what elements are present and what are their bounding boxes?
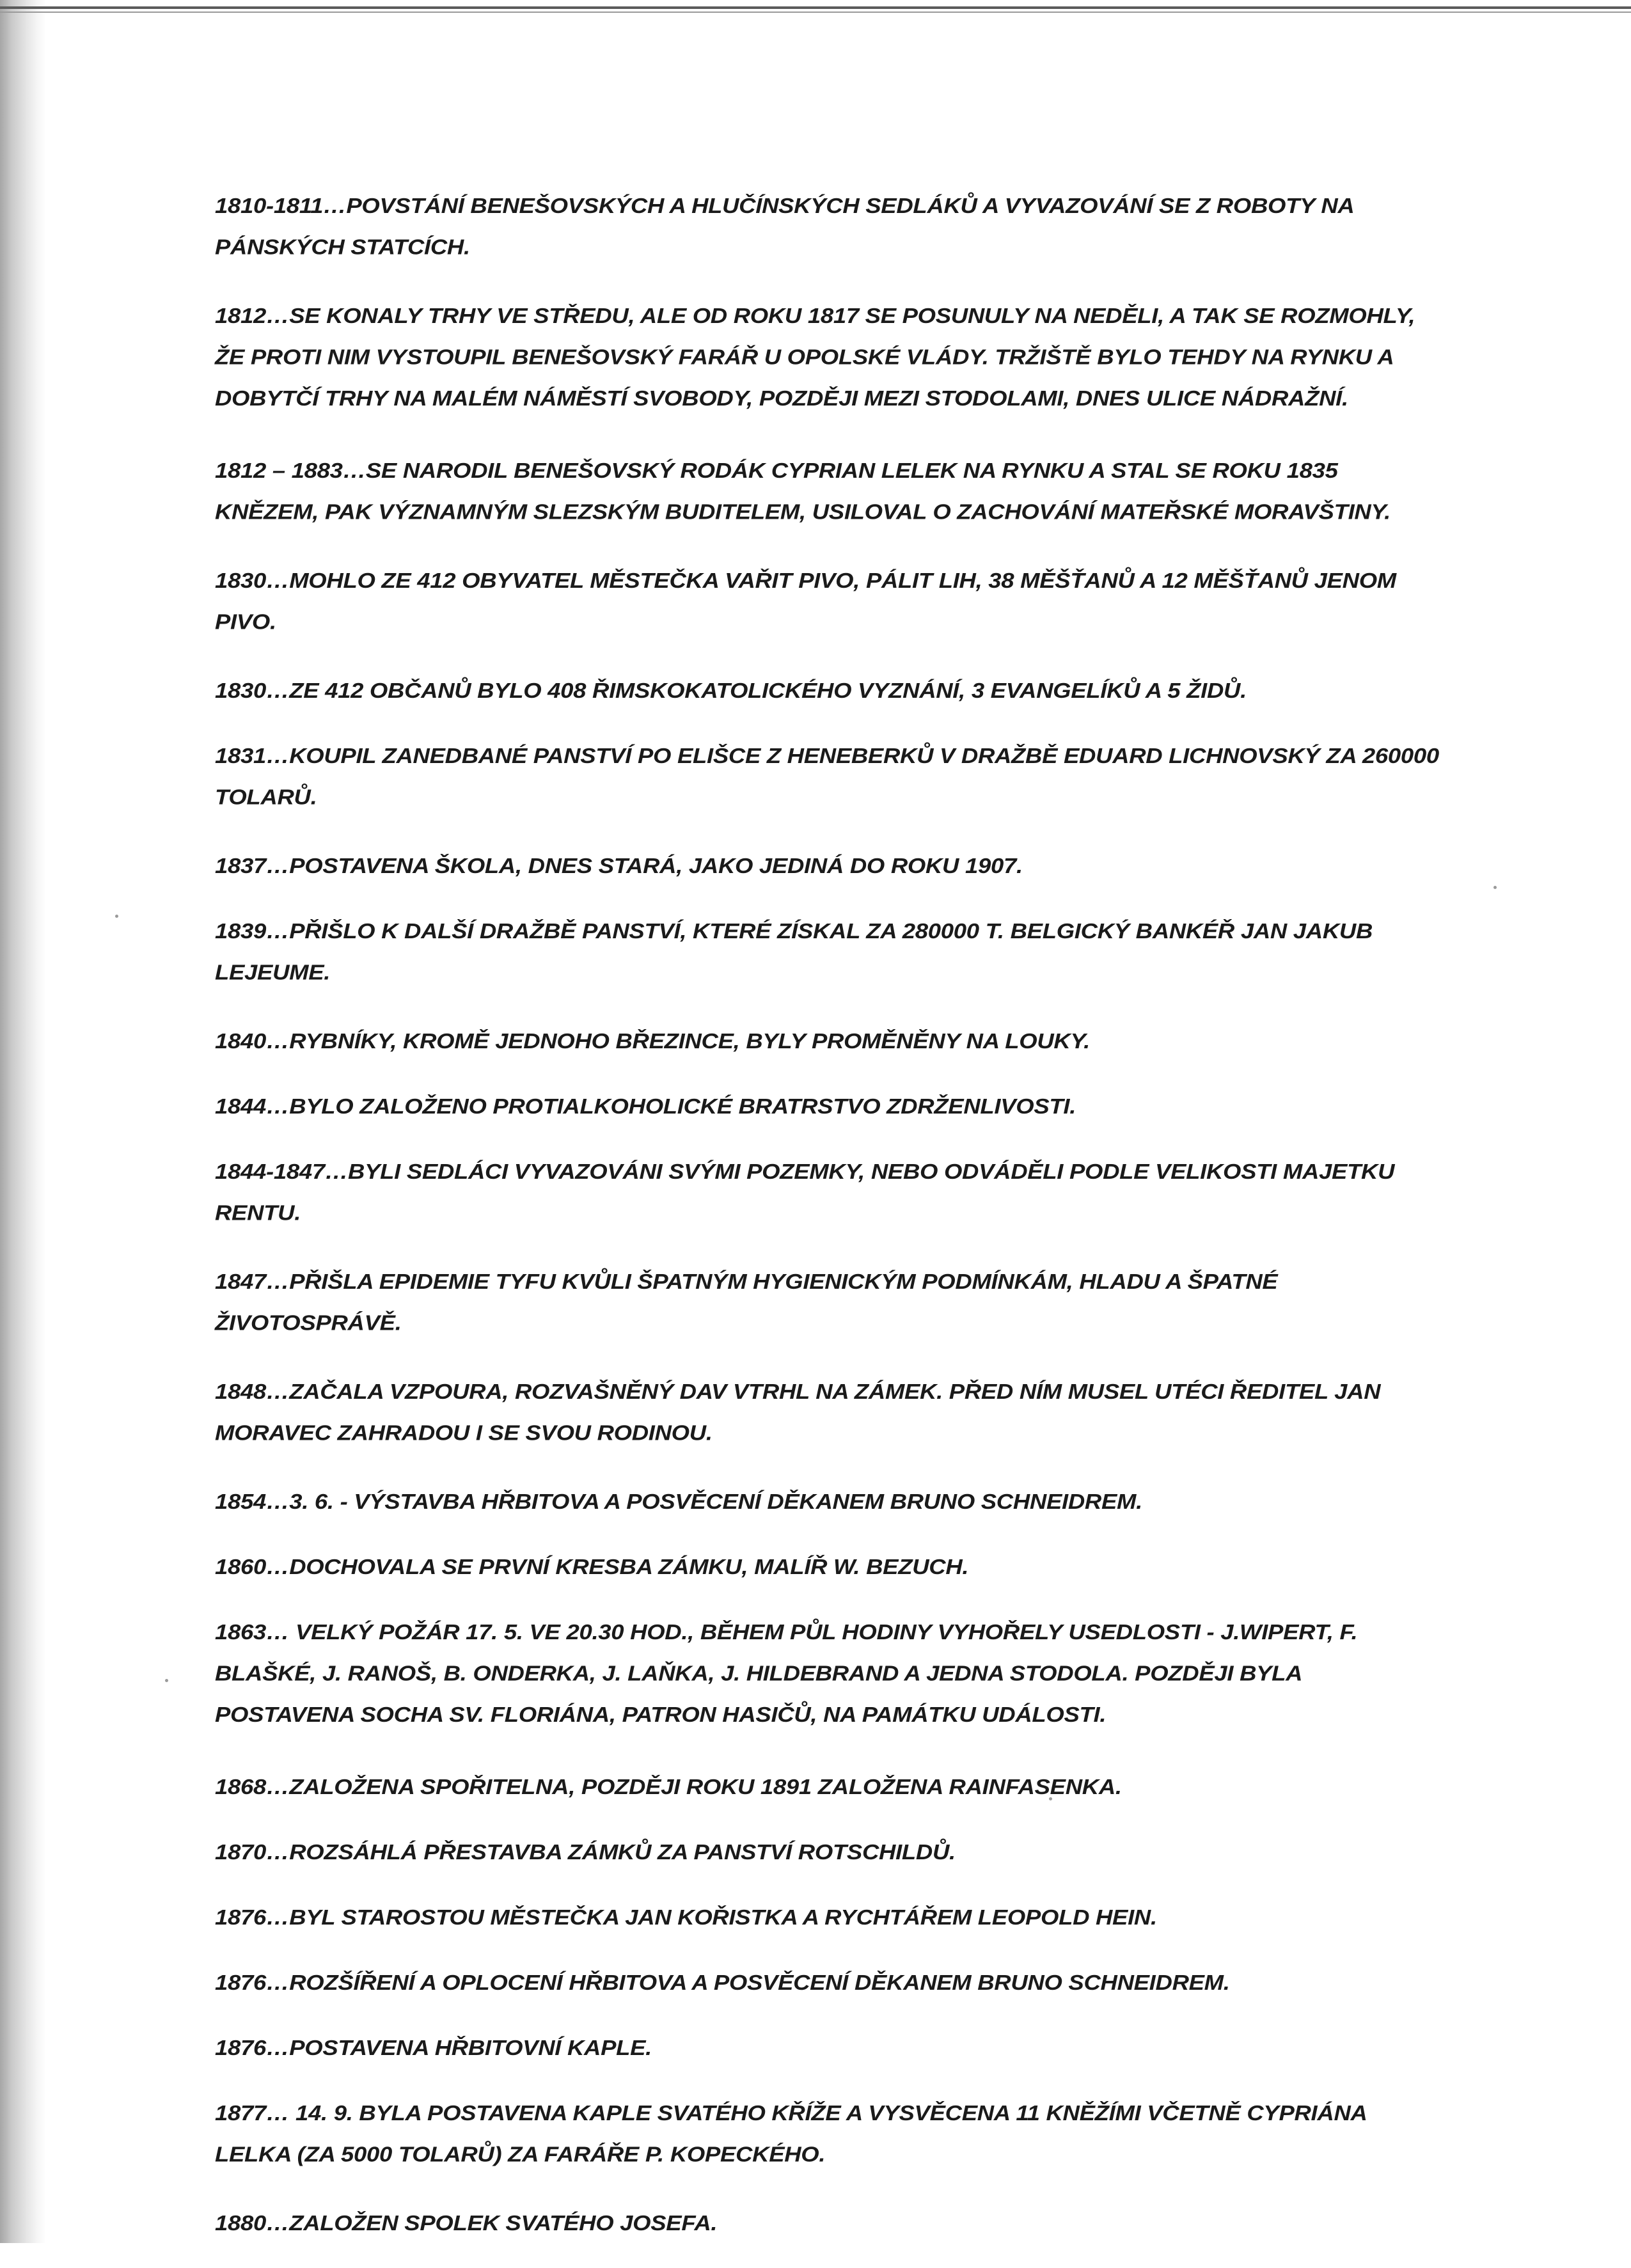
entry-text: …BYLO ZALOŽENO PROTIALKOHOLICKÉ BRATRSTVO ZDRŽENLIVOSTI. — [266, 1094, 1076, 1119]
entry-text: …ZAČALA VZPOURA, ROZVAŠNĚNÝ DAV VTRHL NA ZÁMEK. PŘED NÍM MUSEL UTÉCI ŘEDITEL JAN MORAVEC ZAHRADOU I SE SVOU RODINOU. — [215, 1379, 1381, 1445]
entry-year: 1876 — [215, 2035, 266, 2060]
chronicle-entry — [215, 2093, 1443, 2175]
scan-left-shadow — [0, 0, 46, 2243]
chronicle-entry — [215, 670, 1443, 711]
chronicle-entry — [215, 1086, 1443, 1127]
entry-text: …KOUPIL ZANEDBANÉ PANSTVÍ PO ELIŠCE Z HENEBERKŮ V DRAŽBĚ EDUARD LICHNOVSKÝ ZA 260000 TOLARŮ. — [215, 743, 1439, 809]
scan-speck — [115, 915, 118, 918]
entry-year: 1880 — [215, 2210, 266, 2235]
entry-year: 1830 — [215, 568, 266, 593]
chronicle-entry — [215, 1962, 1443, 2003]
entry-text: …SE NARODIL BENEŠOVSKÝ RODÁK CYPRIAN LELEK NA RYNKU A STAL SE ROKU 1835 KNĚZEM, PAK VÝZNAMNÝM SLEZSKÝM BUDITELEM, USILOVAL O ZACHOVÁNÍ MATEŘSKÉ MORAVŠTINY. — [215, 458, 1391, 524]
chronicle-entry — [215, 1481, 1443, 1522]
entry-year: 1810-1811 — [215, 193, 324, 218]
scan-speck — [1493, 886, 1497, 889]
entry-text: …PŘIŠLA EPIDEMIE TYFU KVŮLI ŠPATNÝM HYGIENICKÝM PODMÍNKÁM, HLADU A ŠPATNÉ ŽIVOTOSPRÁVĚ. — [215, 1269, 1278, 1335]
entry-year: 1876 — [215, 1905, 266, 1930]
scan-top-edge-inner — [0, 12, 1631, 13]
chronicle-entry — [215, 1897, 1443, 1938]
entry-text: …ZALOŽEN SPOLEK SVATÉHO JOSEFA. — [266, 2210, 718, 2235]
entry-text: …BYLI SEDLÁCI VYVAZOVÁNI SVÝMI POZEMKY, NEBO ODVÁDĚLI PODLE VELIKOSTI MAJETKU RENTU. — [215, 1159, 1395, 1225]
entry-text: …ZALOŽENA SPOŘITELNA, POZDĚJI ROKU 1891 ZALOŽENA RAINFASENKA. — [266, 1774, 1122, 1799]
entry-text: …RYBNÍKY, KROMĚ JEDNOHO BŘEZINCE, BYLY PROMĚNĚNY NA LOUKY. — [266, 1028, 1091, 1053]
scan-speck — [165, 1679, 168, 1682]
entry-year: 1840 — [215, 1028, 266, 1053]
entry-year: 1876 — [215, 1970, 266, 1995]
entry-text: …POSTAVENA HŘBITOVNÍ KAPLE. — [266, 2035, 652, 2060]
chronicle-entry — [215, 450, 1443, 533]
chronicle-entry — [215, 1151, 1443, 1234]
entry-year: 1847 — [215, 1269, 266, 1294]
chronicle-entry — [215, 846, 1443, 886]
entry-year: 1830 — [215, 678, 266, 703]
entry-year: 1848 — [215, 1379, 266, 1404]
entry-text: …MOHLO ZE 412 OBYVATEL MĚSTEČKA VAŘIT PIVO, PÁLIT LIH, 38 MĚŠŤANŮ A 12 MĚŠŤANŮ JENOM PIVO. — [215, 568, 1396, 634]
chronicle-entry — [215, 1832, 1443, 1873]
entry-text: …POSTAVENA ŠKOLA, DNES STARÁ, JAKO JEDINÁ DO ROKU 1907. — [266, 853, 1023, 878]
chronicle-entry — [215, 1371, 1443, 1454]
entry-year: 1854 — [215, 1489, 266, 1514]
entry-year: 1831 — [215, 743, 266, 768]
entry-text: …3. 6. - VÝSTAVBA HŘBITOVA A POSVĚCENÍ DĚKANEM BRUNO SCHNEIDREM. — [266, 1489, 1142, 1514]
chronicle-entry — [215, 560, 1443, 643]
entry-year: 1844-1847 — [215, 1159, 325, 1184]
entry-year: 1877 — [215, 2100, 266, 2125]
entry-year: 1844 — [215, 1094, 266, 1119]
chronicle-entry — [215, 2028, 1443, 2068]
entry-text: …DOCHOVALA SE PRVNÍ KRESBA ZÁMKU, MALÍŘ W. BEZUCH. — [266, 1554, 969, 1579]
entry-text: …SE KONALY TRHY VE STŘEDU, ALE OD ROKU 1817 SE POSUNULY NA NEDĚLI, A TAK SE ROZMOHLY, ŽE PROTI NIM VYSTOUPIL BENEŠOVSKÝ FARÁŘ U OPOLSKÉ VLÁDY. TRŽIŠTĚ BYLO TEHDY NA RYNKU A DOBYTČÍ TRHY NA MALÉM NÁMĚSTÍ SVOBODY, POZDĚJI MEZI STODOLAMI, DNES ULICE NÁDRAŽNÍ. — [215, 303, 1415, 411]
entry-text: … VELKÝ POŽÁR 17. 5. VE 20.30 HOD., BĚHEM PŮL HODINY VYHOŘELY USEDLOSTI - J.WIPERT, F. BLAŠKÉ, J. RANOŠ, B. ONDERKA, J. LAŇKA, J. HILDEBRAND A JEDNA STODOLA. POZDĚJI BYLA POSTAVENA SOCHA SV. FLORIÁNA, PATRON HASIČŮ, NA PAMÁTKU UDÁLOSTI. — [215, 1619, 1358, 1727]
entry-text: …PŘIŠLO K DALŠÍ DRAŽBĚ PANSTVÍ, KTERÉ ZÍSKAL ZA 280000 T. BELGICKÝ BANKÉŘ JAN JAKUB LEJEUME. — [215, 918, 1373, 984]
scan-top-edge — [0, 6, 1631, 9]
entry-year: 1860 — [215, 1554, 266, 1579]
chronicle-entry — [215, 1612, 1443, 1735]
entry-text: …ROZŠÍŘENÍ A OPLOCENÍ HŘBITOVA A POSVĚCENÍ DĚKANEM BRUNO SCHNEIDREM. — [266, 1970, 1230, 1995]
entry-year: 1839 — [215, 918, 266, 943]
chronicle-entry — [215, 911, 1443, 993]
entry-year: 1812 — [215, 303, 266, 328]
chronicle-entry — [215, 1767, 1443, 1807]
chronicle-entry — [215, 2203, 1443, 2244]
entry-text: …POVSTÁNÍ BENEŠOVSKÝCH A HLUČÍNSKÝCH SEDLÁKŮ A VYVAZOVÁNÍ SE Z ROBOTY NA PÁNSKÝCH STATCÍCH. — [215, 193, 1354, 259]
entry-text: …BYL STAROSTOU MĚSTEČKA JAN KOŘISTKA A RYCHTÁŘEM LEOPOLD HEIN. — [266, 1905, 1157, 1930]
entry-year: 1868 — [215, 1774, 266, 1799]
chronicle-entry — [215, 1021, 1443, 1062]
chronicle-document — [215, 185, 1443, 2268]
chronicle-entry — [215, 1261, 1443, 1344]
entry-text: … 14. 9. BYLA POSTAVENA KAPLE SVATÉHO KŘÍŽE A VYSVĚCENA 11 KNĚŽÍMI VČETNĚ CYPRIÁNA LELKA (ZA 5000 TOLARŮ) ZA FARÁŘE P. KOPECKÉHO. — [215, 2100, 1367, 2166]
entry-text: …ROZSÁHLÁ PŘESTAVBA ZÁMKŮ ZA PANSTVÍ ROTSCHILDŮ. — [266, 1839, 956, 1864]
entry-year: 1863 — [215, 1619, 266, 1644]
entry-year: 1812 – 1883 — [215, 458, 343, 483]
entry-year: 1870 — [215, 1839, 266, 1864]
chronicle-entry — [215, 185, 1443, 268]
entry-year: 1837 — [215, 853, 266, 878]
chronicle-entry — [215, 295, 1443, 419]
chronicle-entry — [215, 1547, 1443, 1587]
chronicle-entry — [215, 736, 1443, 818]
entry-text: …ZE 412 OBČANŮ BYLO 408 ŘIMSKOKATOLICKÉHO VYZNÁNÍ, 3 EVANGELÍKŮ A 5 ŽIDŮ. — [266, 678, 1247, 703]
